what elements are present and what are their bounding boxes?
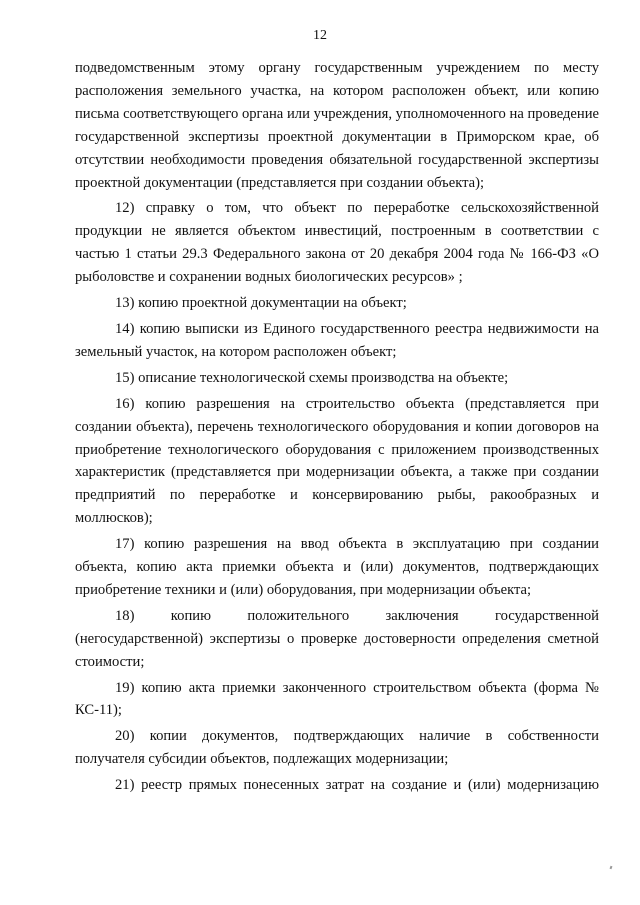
paragraph-item-19: 19) копию акта приемки законченного строительством объекта (форма № КС-11); — [75, 679, 599, 719]
paragraph-item-12: 12) справку о том, что объект по переработке сельскохозяйственной продукции не является объектом инвестиций, построенным в соответствии с частью 1 статьи 29.3 Федерального закона от 20 декабря 2004 года № 166-ФЗ «О рыболовстве и сохранении водных биологических ресурсов» ; — [75, 200, 599, 286]
paragraph-item-15: 15) описание технологической схемы производства на объекте; — [115, 369, 509, 386]
page-number: 12 — [313, 28, 327, 43]
scan-speck — [610, 866, 613, 870]
paragraph-item-21: 21) реестр прямых понесенных затрат на создание и (или) модернизацию — [115, 777, 599, 794]
paragraph-item-17: 17) копию разрешения на ввод объекта в эксплуатацию при создании объекта, копию акта приемки объекта и (или) документов, подтверждающих приобретение техники и (или) оборудования, при модернизации объекта; — [75, 536, 599, 598]
paragraph-item-20: 20) копии документов, подтверждающих наличие в собственности получателя субсидии объектов, подлежащих модернизации; — [75, 728, 599, 768]
paragraph-item-14: 14) копию выписки из Единого государственного реестра недвижимости на земельный участок, на котором расположен объект; — [75, 320, 599, 360]
paragraph-continuation: подведомственным этому органу государственным учреждением по месту расположения земельного участка, на котором расположен объект, или копию письма соответствующего органа или учреждения, уполномоченного на проведение государственной экспертизы проектной документации в Приморском крае, об отсутствии необходимости проведения обязательной государственной экспертизы проектной документации (представляется при создании объекта); — [75, 60, 599, 191]
paragraph-item-16: 16) копию разрешения на строительство объекта (представляется при создании объекта), перечень технологического оборудования и копии договоров на приобретение технологического оборудования с приложением производственных характеристик (представляется при модернизации объекта, а также при создании предприятий по переработке и консервированию рыбы, ракообразных и моллюсков); — [75, 395, 599, 527]
paragraph-item-13: 13) копию проектной документации на объект; — [115, 295, 407, 312]
document-body — [75, 57, 599, 797]
paragraph-item-18: 18) копию положительного заключения государственной (негосударственной) экспертизы о проверке достоверности определения сметной стоимости; — [75, 607, 599, 670]
